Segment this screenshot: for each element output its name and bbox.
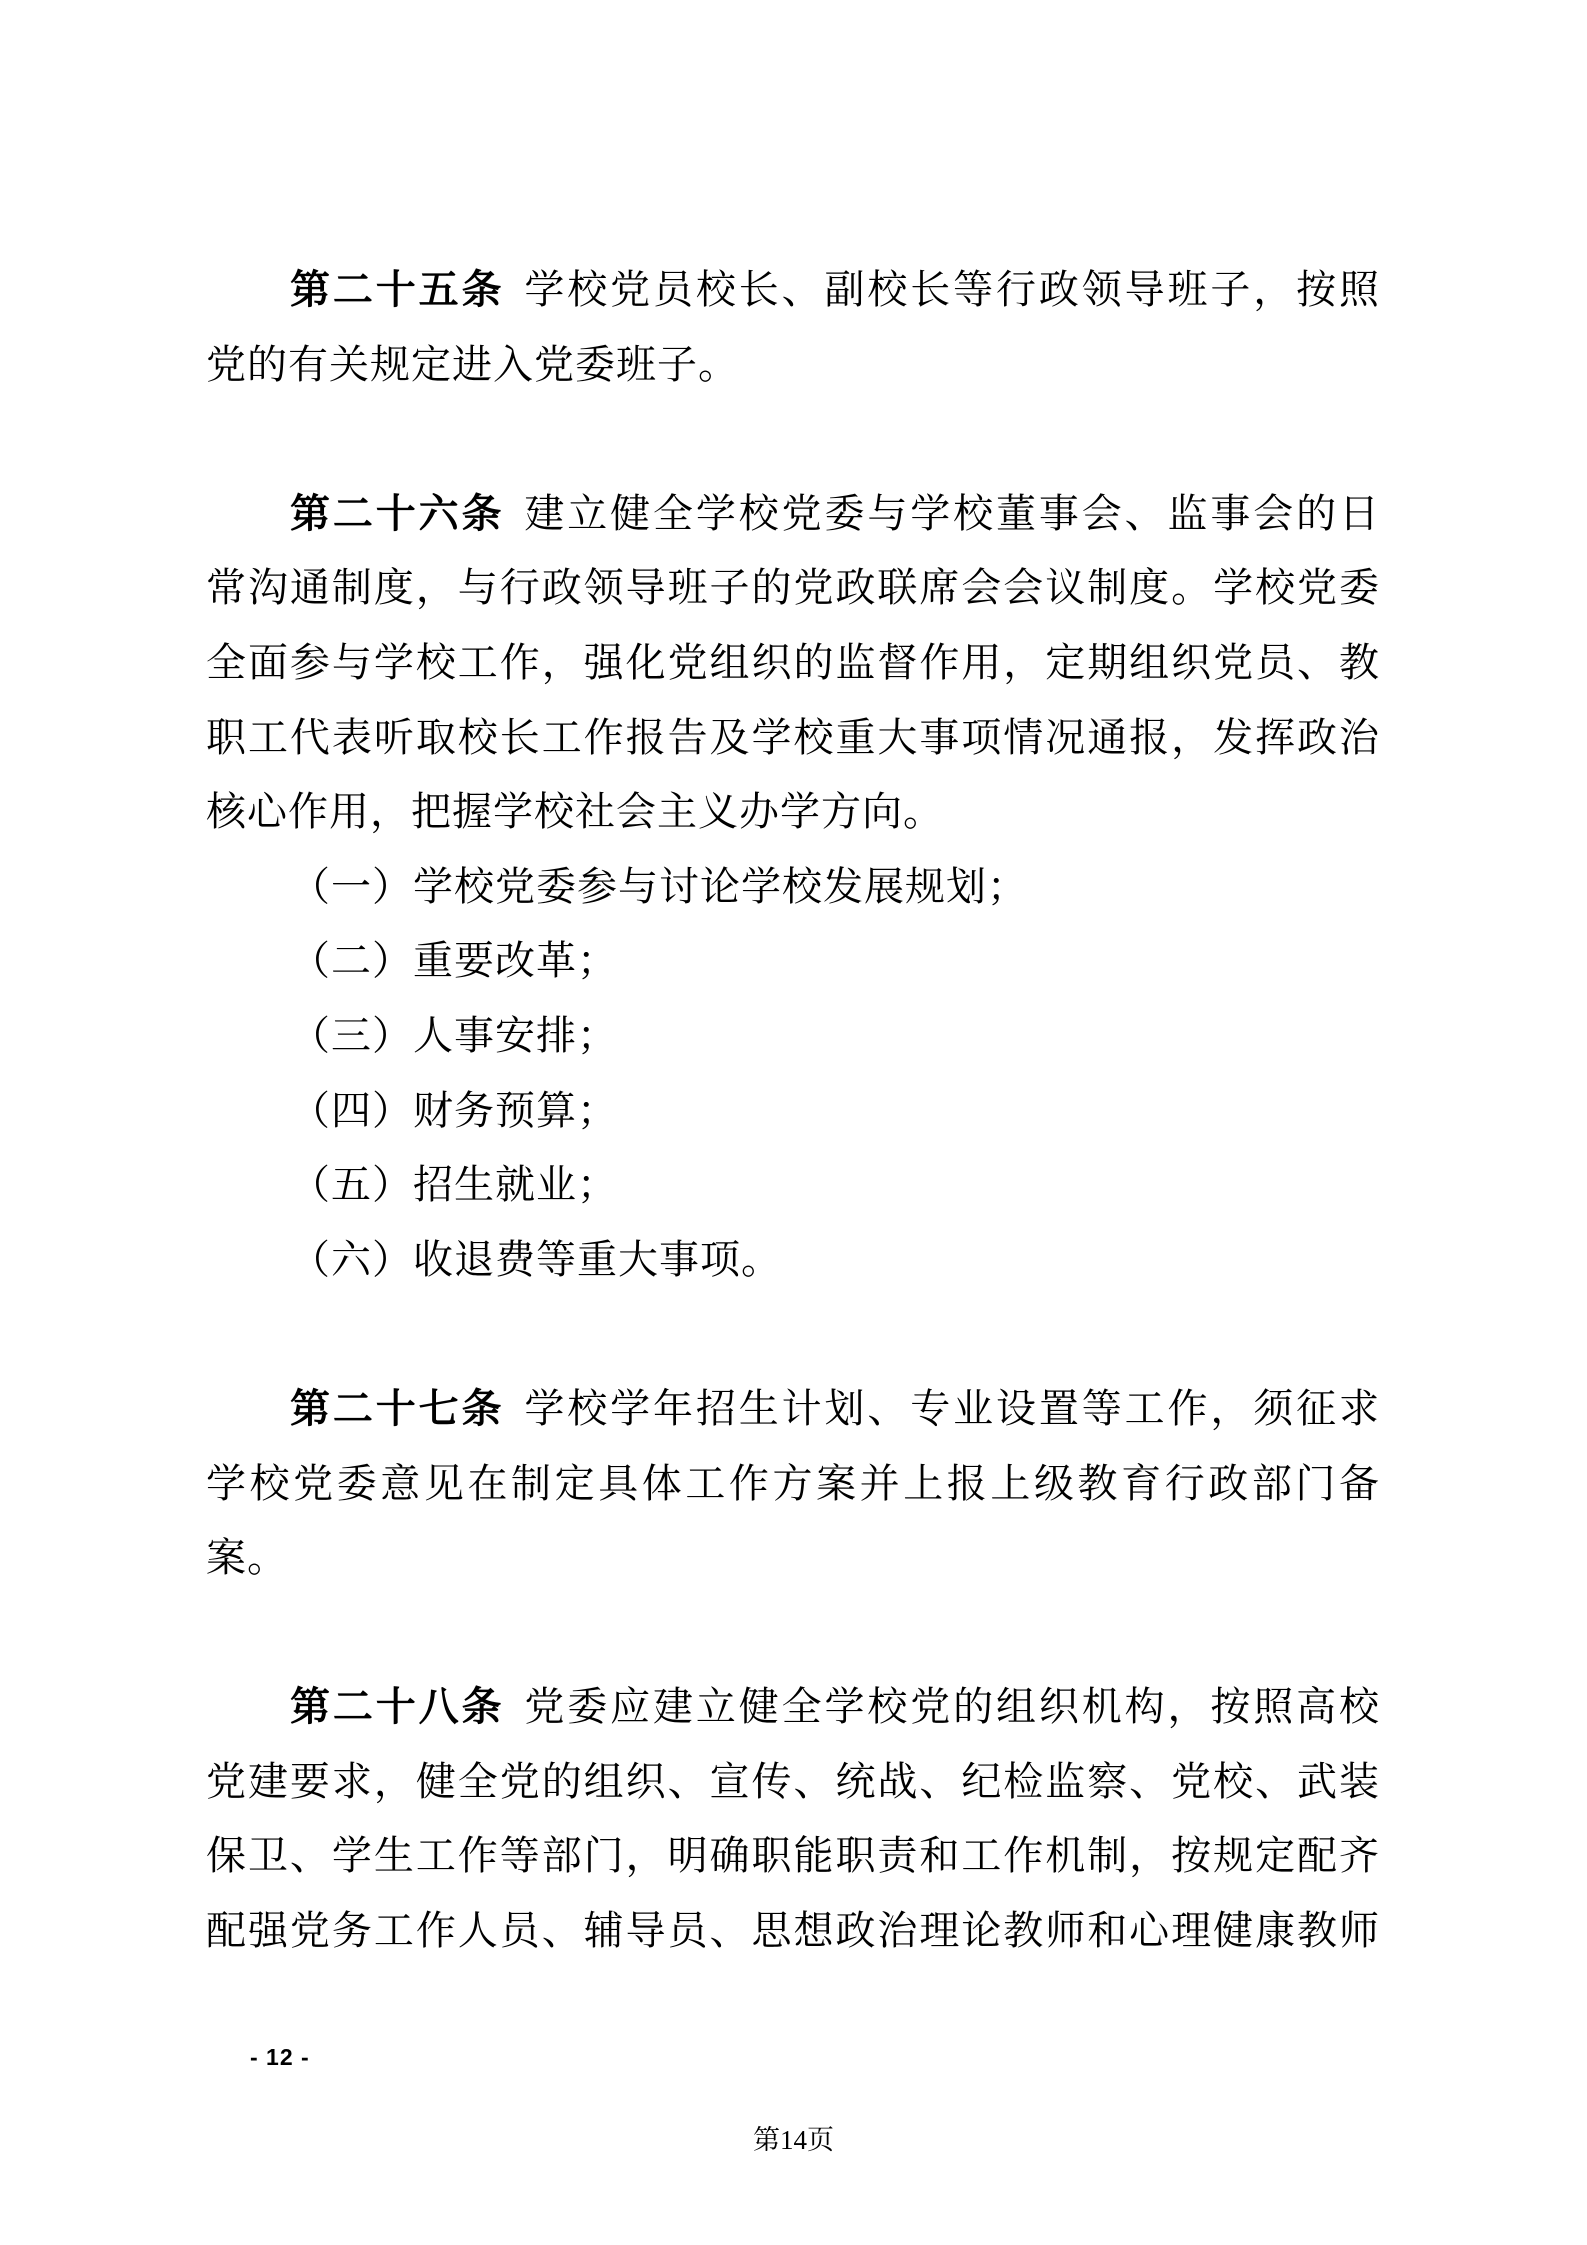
paragraph-article-26-line: [206, 477, 1380, 552]
list-item-3: （三）人事安排；: [290, 1012, 618, 1058]
article-25-text: 学校党员校长、副校长等行政领导班子，按照: [524, 267, 1380, 312]
blank-line: [206, 1596, 1380, 1671]
paragraph-line: 职工代表听取校长工作报告及学校重大事项情况通报，发挥政治: [206, 714, 1380, 760]
article-28-number: 第二十八条: [290, 1684, 505, 1730]
paragraph-line: 案。: [206, 1535, 288, 1581]
document-body: [206, 253, 1380, 1969]
article-26-number: 第二十六条: [290, 490, 505, 536]
paragraph-line: 全面参与学校工作，强化党组织的监督作用，定期组织党员、教: [206, 639, 1380, 685]
blank-line: [206, 402, 1380, 477]
page-footer-label: 第14页: [753, 2125, 834, 2155]
paragraph-line: 常沟通制度，与行政领导班子的党政联席会会议制度。学校党委: [206, 565, 1380, 611]
list-item-5: （五）招生就业；: [290, 1162, 618, 1208]
paragraph-line: 保卫、学生工作等部门，明确职能职责和工作机制，按规定配齐: [206, 1833, 1380, 1879]
paragraph-article-28-line: [206, 1670, 1380, 1745]
paragraph-line: 党的有关规定进入党委班子。: [206, 341, 739, 387]
paragraph-article-25-line: [206, 253, 1380, 328]
paragraph-line: 配强党务工作人员、辅导员、思想政治理论教师和心理健康教师: [206, 1908, 1380, 1954]
article-26-text: 建立健全学校党委与学校董事会、监事会的日: [524, 490, 1380, 536]
list-item-2: （二）重要改革；: [290, 938, 618, 984]
paragraph-article-27-line: [206, 1372, 1380, 1447]
paragraph-line: 核心作用，把握学校社会主义办学方向。: [206, 789, 944, 835]
list-item-4: （四）财务预算；: [290, 1087, 618, 1133]
article-25-number: 第二十五条: [290, 267, 505, 312]
article-27-number: 第二十七条: [290, 1385, 505, 1431]
paragraph-line: 党建要求，健全党的组织、宣传、统战、纪检监察、党校、武装: [206, 1758, 1380, 1804]
paragraph-line: 学校党委意见在制定具体工作方案并上报上级教育行政部门备: [206, 1460, 1380, 1506]
article-27-text: 学校学年招生计划、专业设置等工作，须征求: [524, 1385, 1380, 1431]
page-number-footnote: - 12 -: [250, 2044, 310, 2070]
article-28-text: 党委应建立健全学校党的组织机构，按照高校: [524, 1684, 1380, 1730]
list-item-6: （六）收退费等重大事项。: [290, 1236, 782, 1282]
list-item-1: （一）学校党委参与讨论学校发展规划；: [290, 863, 1028, 909]
blank-line: [206, 1297, 1380, 1372]
